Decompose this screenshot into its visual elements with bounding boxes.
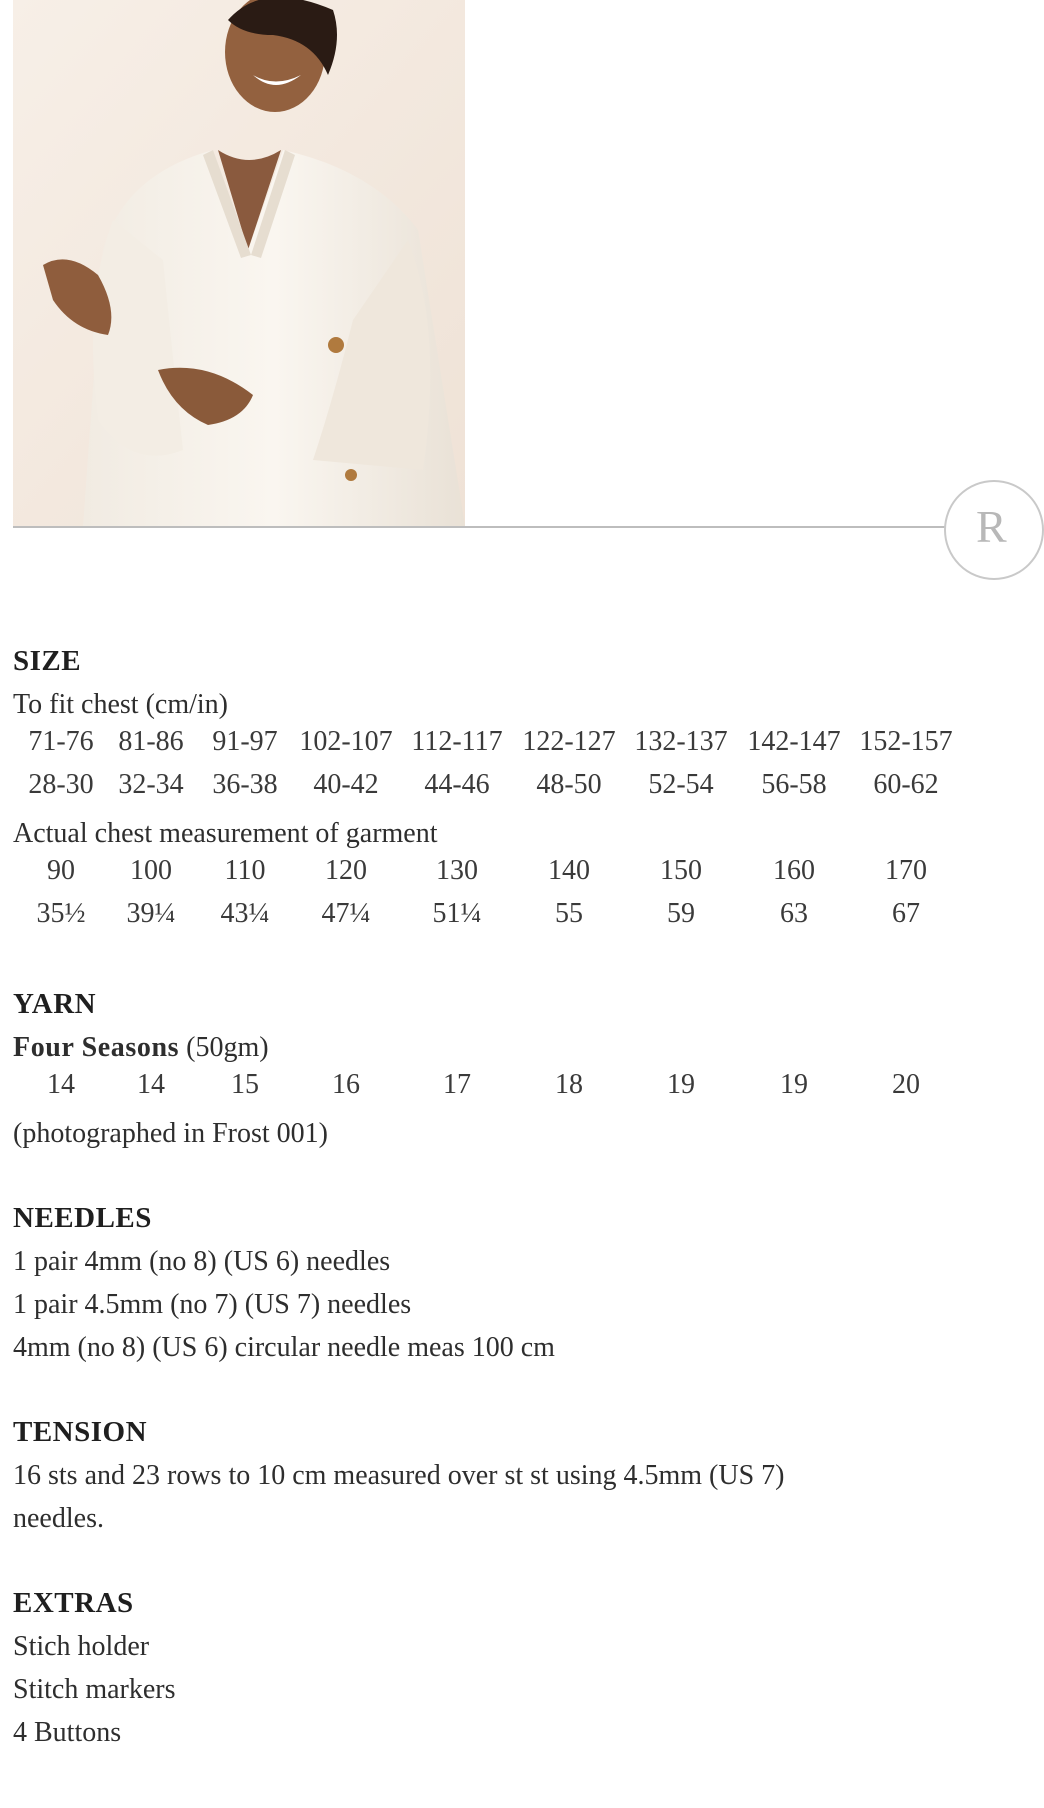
size-in-cell: 48-50: [536, 769, 602, 800]
size-cm-cell: 122-127: [522, 726, 616, 757]
actual-in-cell: 43¼: [220, 898, 270, 929]
actual-cm-cell: 100: [130, 855, 172, 886]
yarn-balls-cell: 19: [667, 1069, 695, 1100]
yarn-heading: YARN: [13, 988, 97, 1020]
needles-section: [13, 1197, 993, 1369]
actual-in-cell: 47¼: [321, 898, 371, 929]
needle-item: 4mm (no 8) (US 6) circular needle meas 100 cm: [13, 1332, 555, 1363]
actual-in-row: [13, 898, 993, 941]
yarn-balls-cell: 17: [443, 1069, 471, 1100]
extras-section: [13, 1582, 993, 1754]
photographed-note: (photographed in Frost 001): [13, 1118, 328, 1149]
size-cm-cell: 71-76: [28, 726, 94, 757]
size-in-cell: 60-62: [873, 769, 939, 800]
yarn-balls-cell: 20: [892, 1069, 920, 1100]
actual-cm-cell: 120: [325, 855, 367, 886]
yarn-name: Four Seasons: [13, 1032, 180, 1063]
size-in-cell: 32-34: [118, 769, 184, 800]
actual-cm-cell: 90: [47, 855, 75, 886]
brand-badge-letter: R: [976, 501, 1007, 552]
model-photo-icon: [13, 0, 465, 526]
size-in-cell: 36-38: [212, 769, 278, 800]
size-cm-cell: 142-147: [747, 726, 841, 757]
size-heading: SIZE: [13, 645, 82, 677]
yarn-name-line: [13, 1026, 993, 1069]
needles-heading: NEEDLES: [13, 1202, 152, 1234]
actual-in-cell: 51¼: [432, 898, 482, 929]
actual-in-cell: 35½: [36, 898, 86, 929]
size-in-cell: 28-30: [28, 769, 94, 800]
size-in-row: [13, 769, 993, 812]
size-cm-cell: 81-86: [118, 726, 184, 757]
size-in-cell: 56-58: [761, 769, 827, 800]
size-cm-cell: 102-107: [299, 726, 393, 757]
extras-item: Stich holder: [13, 1631, 150, 1662]
actual-cm-cell: 150: [660, 855, 702, 886]
actual-in-cell: 59: [667, 898, 695, 929]
size-cm-cell: 112-117: [411, 726, 503, 757]
yarn-balls-cell: 18: [555, 1069, 583, 1100]
needle-item: 1 pair 4mm (no 8) (US 6) needles: [13, 1246, 391, 1277]
actual-cm-cell: 110: [224, 855, 266, 886]
actual-in-cell: 63: [780, 898, 808, 929]
yarn-balls-cell: 19: [780, 1069, 808, 1100]
tension-line: 16 sts and 23 rows to 10 cm measured over st st using 4.5mm (US 7): [13, 1460, 785, 1491]
to-fit-chest-label: To fit chest (cm/in): [13, 689, 228, 720]
size-in-cell: 44-46: [424, 769, 490, 800]
pattern-specs: [13, 640, 993, 1754]
actual-cm-cell: 170: [885, 855, 927, 886]
extras-item: Stitch markers: [13, 1674, 176, 1705]
extras-heading: EXTRAS: [13, 1587, 134, 1619]
needle-item: 1 pair 4.5mm (no 7) (US 7) needles: [13, 1289, 412, 1320]
extras-item: 4 Buttons: [13, 1717, 122, 1748]
yarn-balls-cell: 15: [231, 1069, 259, 1100]
size-in-cell: 52-54: [648, 769, 714, 800]
actual-cm-cell: 130: [436, 855, 478, 886]
yarn-balls-cell: 16: [332, 1069, 360, 1100]
actual-in-cell: 67: [892, 898, 920, 929]
divider-rule: [13, 526, 946, 528]
actual-chest-label: Actual chest measurement of garment: [13, 818, 438, 849]
actual-cm-cell: 140: [548, 855, 590, 886]
tension-section: [13, 1411, 993, 1540]
actual-in-cell: 39¼: [126, 898, 176, 929]
actual-cm-row: [13, 855, 993, 898]
tension-line: needles.: [13, 1503, 104, 1534]
size-cm-cell: 132-137: [634, 726, 728, 757]
actual-cm-cell: 160: [773, 855, 815, 886]
yarn-balls-row: [13, 1069, 993, 1112]
size-cm-cell: 152-157: [859, 726, 953, 757]
tension-heading: TENSION: [13, 1416, 148, 1448]
brand-badge: [944, 480, 1044, 580]
yarn-weight: (50gm): [179, 1032, 269, 1063]
yarn-section: [13, 983, 993, 1155]
product-photo: [13, 0, 465, 526]
size-section: [13, 640, 993, 941]
size-cm-row: [13, 726, 993, 769]
size-in-cell: 40-42: [313, 769, 379, 800]
actual-in-cell: 55: [555, 898, 583, 929]
yarn-balls-cell: 14: [137, 1069, 165, 1100]
size-cm-cell: 91-97: [212, 726, 278, 757]
yarn-balls-cell: 14: [47, 1069, 75, 1100]
